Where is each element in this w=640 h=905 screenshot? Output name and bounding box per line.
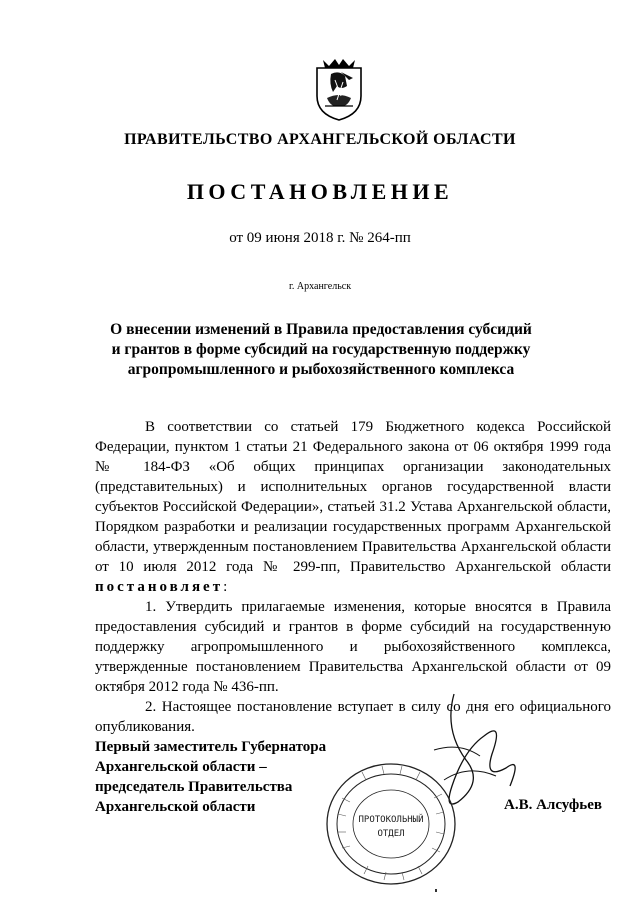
document-heading xyxy=(90,320,552,380)
decree-colon: : xyxy=(223,579,228,595)
stamp-text-line: ПРОТОКОЛЬНЫЙ xyxy=(358,815,424,825)
document-city: г. Архангельск xyxy=(288,281,352,292)
coat-of-arms-icon xyxy=(311,56,367,122)
preamble-text: В соответствии со статьей 179 Бюджетного кодекса Российской Федерации, пунктом 1 статьи 21 Федерального закона от 06 октября 1999 года № 184-ФЗ «Об общих принципах организации законодательных (представительных) и исполнительных органов государственной власти субъектов Российской Федерации», статьей 31.2 Устава Архангельской области, Порядком разработки и реализации государственных программ Архангельской области, утвержденным постановлением Правительства Архангельской области от 10 июля 2012 года № 299-пп, Правительство Архангельской области xyxy=(95,419,611,575)
heading-line: и грантов в форме субсидий на государственную поддержку xyxy=(111,341,531,358)
signatory-title-line: Архангельской области xyxy=(95,799,256,815)
item-paragraph: 1. Утвердить прилагаемые изменения, которые вносятся в Правила предоставления субсидий и грантов в форме субсидий на государственную поддержку агропромышленного и рыбохозяйственного комплекса, утвержденные постановлением Правительства Архангельской области от 09 октября 2012 года № 436-пп. xyxy=(95,599,611,695)
item-paragraph: 2. Настоящее постановление вступает в силу со дня его официального опубликования. xyxy=(95,699,611,735)
document-type-title: ПОСТАНОВЛЕНИЕ xyxy=(186,179,454,204)
signatory-title-line: Первый заместитель Губернатора xyxy=(95,739,327,755)
signatory-title xyxy=(95,737,365,817)
heading-line: О внесении изменений в Правила предоставления субсидий xyxy=(110,321,532,338)
stamp-text-line: ОТДЕЛ xyxy=(377,829,405,839)
signatory-title-line: Архангельской области – xyxy=(95,759,267,775)
preamble-paragraph xyxy=(95,417,611,597)
government-name: ПРАВИТЕЛЬСТВО АРХАНГЕЛЬСКОЙ ОБЛАСТИ xyxy=(124,131,516,148)
signatory-name: А.В. Алсуфьев xyxy=(504,797,602,813)
document-date-number: от 09 июня 2018 г. № 264-пп xyxy=(229,230,411,246)
heading-line: агропромышленного и рыбохозяйственного комплекса xyxy=(127,361,515,378)
scan-speck xyxy=(435,889,437,892)
decree-word: постановляет xyxy=(95,579,224,595)
signatory-title-line: председатель Правительства xyxy=(95,779,293,795)
document-body xyxy=(95,417,611,737)
